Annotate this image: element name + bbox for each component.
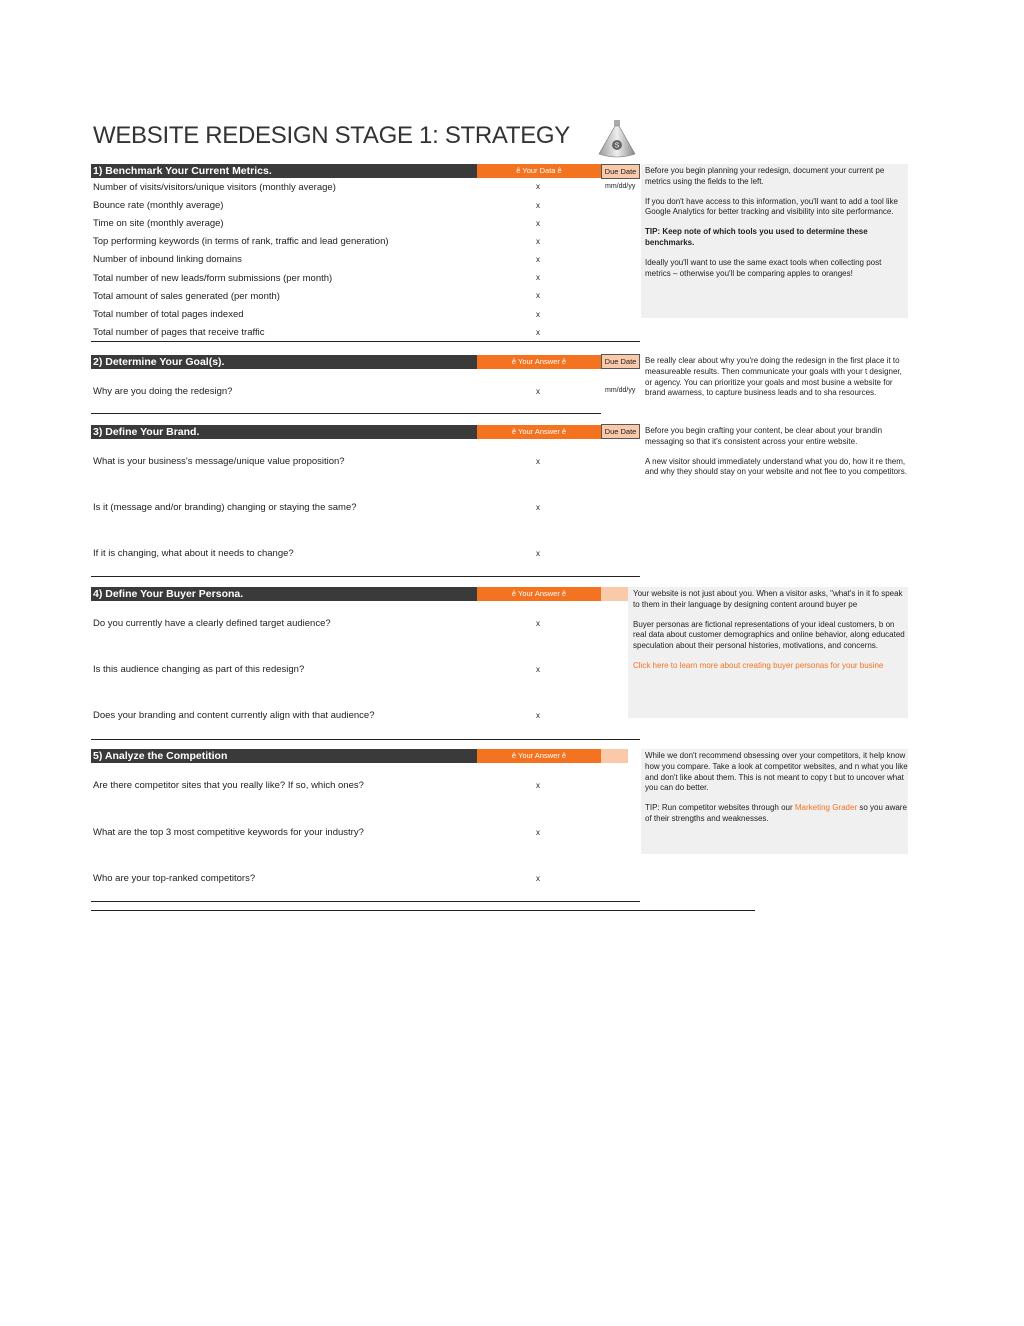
page-end-divider	[91, 910, 755, 911]
section-3-divider	[91, 576, 640, 577]
section-5-note-tip	[645, 803, 908, 825]
question-new-leads: Total number of new leads/form submissions (per month)	[93, 273, 333, 284]
answer-bounce-rate[interactable]: x	[536, 201, 540, 210]
buyer-personas-link[interactable]: Click here to learn more about creating buyer personas for your busine	[633, 660, 884, 670]
section-3-note-para-2: A new visitor should immediately understand what you do, how it re them, and why they should stay on your website and not flee to you competitors.	[645, 456, 907, 477]
answer-visitors[interactable]: x	[536, 182, 540, 191]
section-1-column-label: ê Your Data ê	[477, 164, 601, 178]
section-3-heading: 3) Define Your Brand.	[91, 425, 477, 439]
question-why-redesign: Why are you doing the redesign?	[93, 386, 233, 397]
question-inbound-domains: Number of inbound linking domains	[93, 254, 242, 265]
section-5-tip-suffix: so you aware of their strengths and weaknesses.	[645, 803, 907, 823]
question-audience-changing: Is this audience changing as part of this redesign?	[93, 664, 305, 675]
section-4-due-date-cell	[601, 587, 628, 601]
question-time-on-site: Time on site (monthly average)	[93, 218, 224, 229]
funnel-logo-icon	[597, 118, 637, 160]
answer-sales-generated[interactable]: x	[536, 291, 540, 300]
section-4-note-para-1: Your website is not just about you. When a visitor asks, "what's in it fo speak to them in their language by designing content around buyer pe	[633, 589, 903, 609]
section-2-note-para-1: Be really clear about why you're doing the redesign in the first place it to measureable results. Then communicate your goals with your t designer, or agency. You can prioritize your goals and most busine a website for brand awarness, to capture business leads and to sha resources.	[645, 356, 902, 398]
section-1-note-tip: TIP: Keep note of which tools you used to determine these benchmarks.	[645, 227, 868, 247]
question-top-keywords: Top performing keywords (in terms of rank, traffic and lead generation)	[93, 236, 389, 247]
answer-top-keywords[interactable]: x	[536, 237, 540, 246]
section-2-note	[645, 356, 908, 414]
question-content-align: Does your branding and content currently align with that audience?	[93, 710, 375, 721]
section-3-note	[645, 426, 908, 496]
answer-time-on-site[interactable]: x	[536, 219, 540, 228]
answer-competitor-sites[interactable]: x	[536, 781, 540, 790]
section-3-due-date-label: Due Date	[601, 424, 640, 439]
section-4-note	[633, 589, 908, 716]
section-1-divider	[91, 341, 640, 342]
section-4-divider	[91, 739, 640, 740]
section-5-tip-prefix: TIP: Run competitor websites through our	[645, 803, 795, 813]
answer-pages-traffic[interactable]: x	[536, 328, 540, 337]
section-2-due-date-field[interactable]: mm/dd/yy	[605, 387, 636, 394]
section-3-column-label: ê Your Answer ê	[477, 425, 601, 439]
section-3-note-para-1: Before you begin crafting your content, be clear about your brandin messaging so that it's consistent across your entire website.	[645, 426, 883, 446]
question-pages-traffic: Total number of pages that receive traffic	[93, 327, 265, 338]
question-target-audience: Do you currently have a clearly defined target audience?	[93, 618, 331, 629]
section-5-note	[645, 751, 908, 852]
answer-brand-changing[interactable]: x	[536, 503, 540, 512]
question-sales-generated: Total amount of sales generated (per month)	[93, 291, 280, 302]
answer-top-competitors[interactable]: x	[536, 874, 540, 883]
section-1-due-date-label: Due Date	[601, 164, 640, 179]
section-5-column-label: ê Your Answer ê	[477, 749, 601, 763]
question-competitor-sites: Are there competitor sites that you really like? If so, which ones?	[93, 780, 364, 791]
question-visitors: Number of visits/visitors/unique visitors (monthly average)	[93, 182, 336, 193]
svg-text:S: S	[614, 142, 620, 150]
section-5-heading: 5) Analyze the Competition	[91, 749, 477, 763]
marketing-grader-link[interactable]: Marketing Grader	[794, 803, 858, 813]
section-1-due-date-field[interactable]: mm/dd/yy	[605, 183, 636, 190]
section-1-note	[645, 166, 908, 316]
question-top-competitors: Who are your top-ranked competitors?	[93, 873, 256, 884]
answer-pages-indexed[interactable]: x	[536, 310, 540, 319]
answer-competitive-keywords[interactable]: x	[536, 828, 540, 837]
answer-target-audience[interactable]: x	[536, 619, 540, 628]
section-1-note-para-1: Before you begin planning your redesign, document your current pe metrics using the fields to the left.	[645, 166, 885, 186]
section-1-note-para-2: If you don't have access to this information, you'll want to add a tool like Google Analytics for better tracking and visibility into site performance.	[645, 196, 898, 217]
section-5-due-date-cell	[601, 749, 628, 763]
answer-content-align[interactable]: x	[536, 711, 540, 720]
question-bounce-rate: Bounce rate (monthly average)	[93, 200, 224, 211]
section-2-due-date-label: Due Date	[601, 354, 640, 369]
section-2-heading: 2) Determine Your Goal(s).	[91, 355, 477, 369]
section-4-column-label: ê Your Answer ê	[477, 587, 601, 601]
section-2-column-label: ê Your Answer ê	[477, 355, 601, 369]
question-pages-indexed: Total number of total pages indexed	[93, 309, 244, 320]
section-2-divider	[91, 413, 601, 414]
page-title: WEBSITE REDESIGN STAGE 1: STRATEGY	[93, 122, 570, 149]
answer-new-leads[interactable]: x	[536, 273, 540, 282]
section-4-note-para-2: Buyer personas are fictional representations of your ideal customers, b on real data about customer demographics and online behavior, along educated speculation about their personal histories, motivations, and concerns.	[633, 619, 905, 651]
answer-audience-changing[interactable]: x	[536, 665, 540, 674]
question-competitive-keywords: What are the top 3 most competitive keywords for your industry?	[93, 827, 364, 838]
section-5-note-para-1: While we don't recommend obsessing over your competitors, it help know how you compare. Take a look at competitor websites, and n what you like and don't like about them. This is not meant to copy t but to uncover what you can do better.	[645, 751, 908, 793]
section-1-heading: 1) Benchmark Your Current Metrics.	[91, 164, 477, 178]
section-5-divider	[91, 901, 640, 902]
answer-brand-message[interactable]: x	[536, 457, 540, 466]
section-4-heading: 4) Define Your Buyer Persona.	[91, 587, 477, 601]
section-1-note-para-3: Ideally you'll want to use the same exact tools when collecting post metrics – otherwise you'll be comparing apples to oranges!	[645, 257, 882, 278]
question-brand-changing: Is it (message and/or branding) changing or staying the same?	[93, 502, 357, 513]
answer-inbound-domains[interactable]: x	[536, 255, 540, 264]
answer-why-redesign[interactable]: x	[536, 387, 540, 396]
question-brand-change-what: If it is changing, what about it needs to change?	[93, 548, 294, 559]
question-brand-message: What is your business's message/unique value proposition?	[93, 456, 345, 467]
answer-brand-change-what[interactable]: x	[536, 549, 540, 558]
